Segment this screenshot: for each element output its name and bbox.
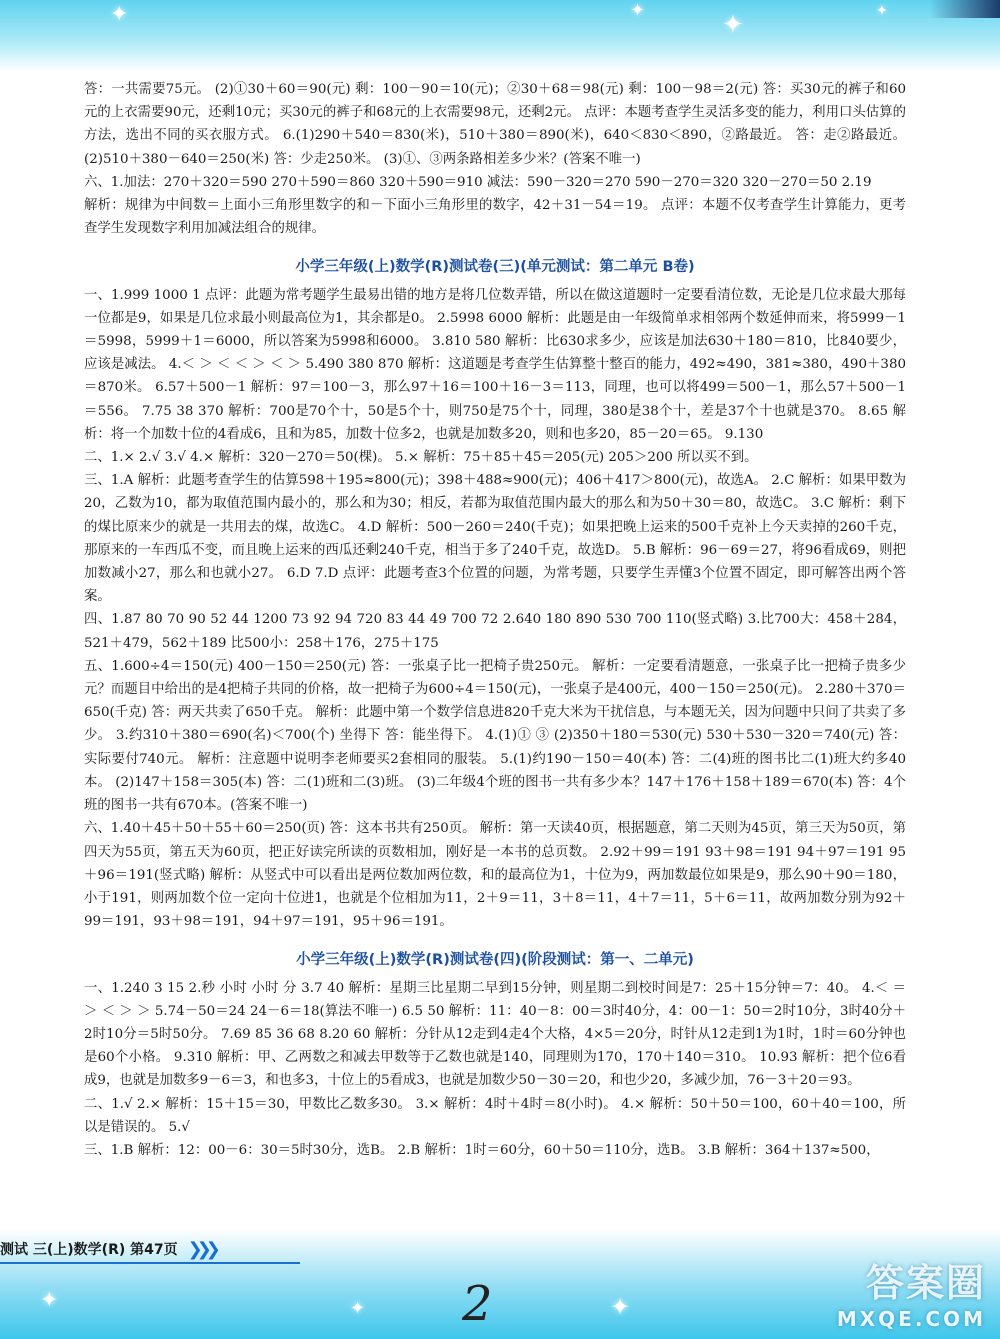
handwritten-number: 2: [462, 1276, 493, 1332]
watermark-text: 答案圈: [865, 1261, 986, 1305]
sparkle-icon: ✦: [876, 3, 888, 19]
page-footer: [0, 1236, 215, 1262]
sparkle-icon: ✦: [110, 2, 129, 27]
corner-shadow: [930, 0, 1000, 18]
paragraph: 三、1.B 解析：12：00－6：30＝5时30分，选B。 2.B 解析：1时＝60分，60＋50＝110分，选B。 3.B 解析：364＋137≈500，: [84, 1142, 880, 1158]
paragraph: 二、1.× 2.√ 3.√ 4.× 解析：320－270＝50(棵)。 5.× 解析：75＋85＋45＝205(元) 205＞200 所以买不到。: [84, 450, 758, 466]
paragraph: 一、1.999 1000 1 点评：此题为常考题学生最易出错的地方是将几位数弄错，所以在做这道题时一定要看清位数，无论是几位求最大那每一位都是9，如果是几位求最小则最高位为1，其余都是0。 2.5998 6000 解析：此题是由一年级简单求相邻两个数延伸而来，将5999－1＝5998，5999＋1＝6000，所以答案为5998和6000。 3.810 580 解析：比630求多少，应该是加法630＋180＝810，比840要少，应该是减法。 4.＜ ＞ ＜ ＜ ＞ ＜ ＞ 5.490 380 870 解析：这道题是考查学生估算整十整百的能力，492≈490，381≈380，490＋380＝870米。 6.57＋500－1 解析：97＝100－3，那么97＋16＝100＋16－3＝113，同理，也可以将499＝500－1，那么57＋500－1＝556。 7.75 38 370 解析：700是70个十，50是5个十，则750是75个十，同理，380是38个十，差是37个十也就是370。 8.65 解析：将一个加数十位的4看成6，且和为85，加数十位多2，也就是加数多20，则和也多20，85－20＝65。 9.130: [84, 287, 906, 442]
paragraph: 一、1.240 3 15 2.秒 小时 小时 分 3.7 40 解析：星期三比星期二早到15分钟，则星期二到校时间是7：25＋15分钟＝7：40。 4.＜ ＝ ＞ ＜ ＞ ＞ 5.74－50＝24 24－6＝18(算法不唯一) 6.5 50 解析：11：40－8：00＝3时40分，4：00－1：50＝2时10分，3时40分＋2时10分＝5时50分。 7.69 85 36 68 8.20 60 解析：分针从12走到4走4个大格，4×5＝20分，时针从12走到1为1时，1时＝60分钟也是60个小格。 9.310 解析：甲、乙两数之和减去甲数等于乙数也就是140，同理则为170，170＋140＝310。 10.93 解析：把个位6看成9，也就是加数多9－6＝3，和也多3，十位上的5看成3，也就是加数少50－30＝20，和也少20，多减少加，76－3＋20＝93。: [84, 980, 906, 1089]
chevron-right-icon: ❯❯❯: [187, 1238, 215, 1260]
answer-content: [84, 78, 906, 1162]
sparkle-icon: ✦: [40, 1288, 59, 1313]
watermark-url: MXQE.COM: [836, 1307, 986, 1331]
paragraph: 六、1.加法：270＋320＝590 270＋590＝860 320＋590＝910 减法：590－320＝270 590－270＝320 320－270＝50 2.19: [84, 174, 872, 190]
paragraph: 三、1.A 解析：此题考查学生的估算598＋195≈800(元)；398＋488≈900(元)；406＋417＞800(元)，故选A。 2.C 解析：如果甲数为20，乙数为10，都为取值范围内最小的，那么和为30；相反，若都为取值范围内最大的那么和为50＋30＝80，故选C。 3.C 解析：剩下的煤比原来少的就是一共用去的煤，故选C。 4.D 解析：500－260＝240(千克)；如果把晚上运来的500千克补上今天卖掉的260千克，那原来的一车西瓜不变，而且晚上运来的西瓜还剩240千克，相当于多了240千克，故选D。 5.B 解析：96－69＝27，将96看成69，则把加数减小27，那么和也就小27。 6.D 7.D 点评：此题考查3个位置的问题，为常考题，只要学生弄懂3个位置不固定，即可解答出两个答案。: [84, 473, 906, 605]
paragraph: 答：一共需要75元。 (2)①30＋60＝90(元) 剩：100－90＝10(元)；②30＋68＝98(元) 剩：100－98＝2(元) 答：买30元的裤子和60元的上衣需要90元，还剩10元；买30元的裤子和68元的上衣需要98元，还剩2元。 点评：本题考查学生灵活多变的能力，利用口头估算的方法，选出不同的买衣服方式。 6.(1)290＋540＝830(米)，510＋380＝890(米)，640＜830＜890，②路最近。 答：走②路最近。 (2)510＋380－640＝250(米) 答：少走250米。 (3)①、③两条路相差多少米？(答案不唯一): [84, 82, 906, 167]
paragraph: 解析：规律为中间数＝上面小三角形里数字的和－下面小三角形里的数字，42＋31－54＝19。 点评：本题不仅考查学生计算能力，更考查学生发现数字利用加减法组合的规律。: [84, 198, 906, 237]
sparkle-icon: ✦: [722, 10, 744, 40]
paragraph: 二、1.√ 2.× 解析：15＋15＝30，甲数比乙数多30。 3.× 解析：4时＋4时＝8(小时)。 4.× 解析：50＋50＝100，60＋40＝100，所以是错误的。 5.√: [84, 1096, 906, 1135]
footer-rule: [0, 1262, 300, 1264]
sparkle-icon: ✦: [610, 1293, 631, 1321]
sparkle-icon: ✦: [630, 0, 646, 21]
paragraph: 六、1.40＋45＋50＋55＋60＝250(页) 答：这本书共有250页。 解析：第一天读40页，根据题意，第二天则为45页，第三天为50页，第四天为55页，第五天为60页，把正好读完所读的页数相加，刚好是一本书的总页数。 2.92＋99＝191 93＋98＝191 94＋97＝191 95＋96＝191(竖式略) 解析：从竖式中可以看出是两位数加两位数，和的最高位为1，十位为9，两加数最位如果是9，那么90＋90＝180，小于191，则两加数个位一定向十位进1，也就是个位相加为11，2＋9＝11，3＋8＝11，4＋7＝11，5＋6＝11，故两加数分别为92＋99＝191，93＋98＝191，94＋97＝191，95＋96＝191。: [84, 821, 906, 930]
section-title: 小学三年级(上)数学(R)测试卷(三)(单元测试：第二单元 B卷): [295, 259, 695, 276]
paragraph: 五、1.600÷4＝150(元) 400－150＝250(元) 答：一张桌子比一把椅子贵250元。 解析：一定要看清题意，一张桌子比一把椅子贵多少元？而题目中给出的是4把椅子共同的价格，故一把椅子为600÷4＝150(元)，一张桌子是400元，400－150＝250(元)。 2.280＋370＝650(千克) 答：两天共卖了650千克。 解析：此题中第一个数学信息进820千克大米为干扰信息，与本题无关，因为问题中只问了共卖了多少。 3.约310＋380＝690(名)＜700(个) 坐得下 答：能坐得下。 4.(1)① ③ (2)350＋180＝530(元) 530＋530－320＝740(元) 答：实际要付740元。 解析：注意题中说明李老师要买2套相同的服装。 5.(1)约190－150＝40(本) 答：二(4)班的图书比二(1)班大约多40本。 (2)147＋158＝305(本) 答：二(1)班和二(3)班。 (3)二年级4个班的图书一共有多少本？147＋176＋158＋189＝670(本) 答：4个班的图书一共有670本。(答案不唯一): [84, 658, 906, 814]
sparkle-icon: ✦: [350, 1298, 366, 1319]
watermark: [837, 1252, 986, 1331]
footer-label: 测试 三(上)数学(R) 第47页: [0, 1242, 178, 1258]
top-decorative-band: [0, 0, 1000, 72]
paragraph: 四、1.87 80 70 90 52 44 1200 73 92 94 720 83 44 49 700 72 2.640 180 890 530 700 110(竖式略) 3.比700大：458＋284，521＋479，562＋189 比500小：258＋176，275＋175: [84, 612, 906, 651]
section-title: 小学三年级(上)数学(R)测试卷(四)(阶段测试：第一、二单元): [296, 952, 694, 969]
